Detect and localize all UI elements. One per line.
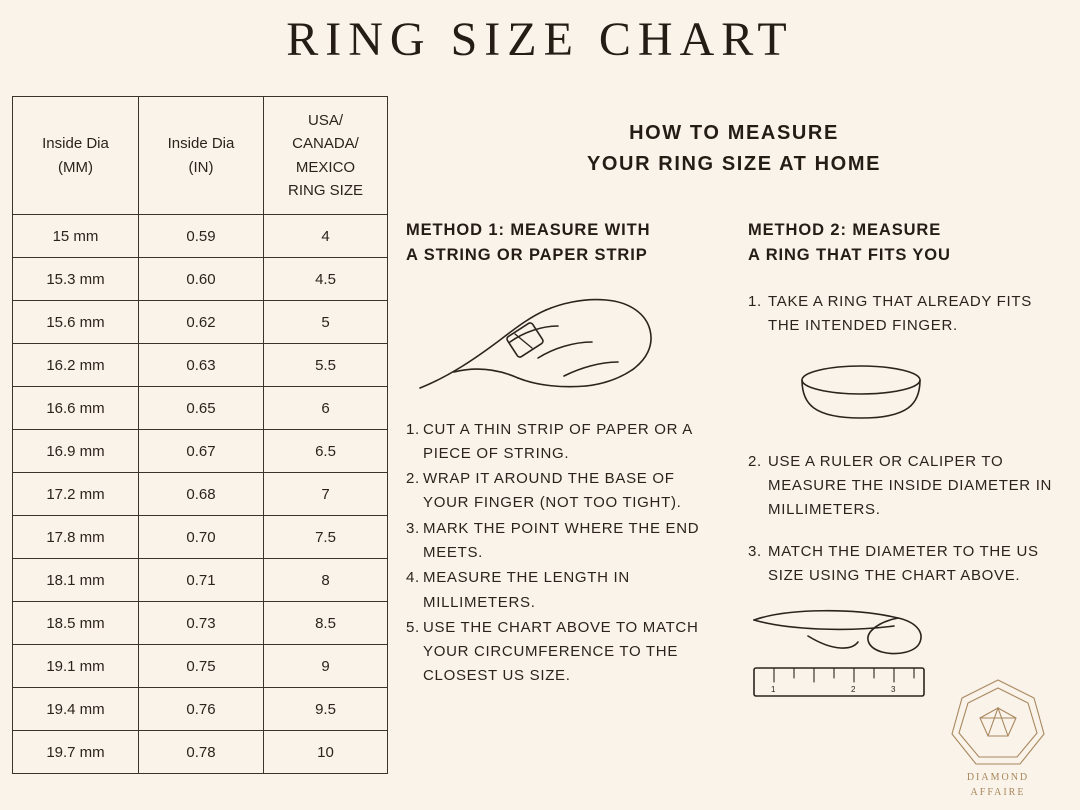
cell-mm: 16.2 mm bbox=[13, 344, 139, 387]
step-number: 1. bbox=[748, 292, 762, 310]
header-line: MEXICO bbox=[295, 158, 356, 176]
cell-in: 0.65 bbox=[139, 387, 264, 430]
ring-band-illustration bbox=[786, 356, 936, 436]
header-line: CANADA/ bbox=[292, 135, 359, 153]
step-text: USE THE CHART ABOVE TO MATCH YOUR CIRCUMFERENCE TO THE CLOSEST US SIZE. bbox=[423, 618, 699, 685]
cell-mm: 19.7 mm bbox=[13, 731, 139, 774]
cell-mm: 19.1 mm bbox=[13, 645, 139, 688]
cell-us: 6.5 bbox=[264, 430, 388, 473]
table-row bbox=[13, 688, 388, 731]
step-text: TAKE A RING THAT ALREADY FITS THE INTENDED FINGER. bbox=[768, 292, 1032, 334]
method-1-steps bbox=[406, 418, 718, 689]
table-row bbox=[13, 473, 388, 516]
list-item bbox=[406, 467, 718, 516]
cell-in: 0.63 bbox=[139, 344, 264, 387]
method-2-heading-line2: A RING THAT FITS YOU bbox=[748, 245, 951, 264]
cell-mm: 16.9 mm bbox=[13, 430, 139, 473]
step-text: CUT A THIN STRIP OF PAPER OR A PIECE OF STRING. bbox=[423, 420, 693, 462]
cell-us: 9 bbox=[264, 645, 388, 688]
step-number: 2. bbox=[748, 452, 762, 470]
cell-in: 0.75 bbox=[139, 645, 264, 688]
size-table-container bbox=[12, 96, 387, 774]
cell-in: 0.67 bbox=[139, 430, 264, 473]
table-row bbox=[13, 602, 388, 645]
cell-in: 0.60 bbox=[139, 258, 264, 301]
cell-in: 0.68 bbox=[139, 473, 264, 516]
table-row bbox=[13, 258, 388, 301]
diamond-logo-icon bbox=[934, 672, 1062, 782]
list-item bbox=[748, 540, 1058, 588]
cell-us: 4.5 bbox=[264, 258, 388, 301]
cell-us: 4 bbox=[264, 215, 388, 258]
step-number: 5. bbox=[406, 618, 420, 636]
cell-in: 0.71 bbox=[139, 559, 264, 602]
ruler-tick-label: 2 bbox=[851, 684, 856, 694]
step-text: USE A RULER OR CALIPER TO MEASURE THE INSIDE DIAMETER IN MILLIMETERS. bbox=[768, 452, 1053, 518]
table-header-cell bbox=[264, 97, 388, 215]
cell-in: 0.73 bbox=[139, 602, 264, 645]
header-line: Inside Dia bbox=[167, 135, 235, 153]
table-row bbox=[13, 645, 388, 688]
table-header-cell bbox=[13, 97, 139, 215]
table-row bbox=[13, 731, 388, 774]
brand-logo bbox=[934, 672, 1062, 800]
list-item bbox=[406, 418, 718, 467]
cell-us: 5.5 bbox=[264, 344, 388, 387]
step-text: MARK THE POINT WHERE THE END MEETS. bbox=[423, 519, 700, 561]
step-number: 2. bbox=[406, 470, 420, 488]
cell-mm: 16.6 mm bbox=[13, 387, 139, 430]
how-to-measure-heading bbox=[400, 118, 1068, 180]
cell-in: 0.70 bbox=[139, 516, 264, 559]
cell-us: 6 bbox=[264, 387, 388, 430]
method-1-column bbox=[400, 218, 718, 716]
cell-mm: 18.5 mm bbox=[13, 602, 139, 645]
header-line: USA/ bbox=[307, 112, 343, 129]
methods-row bbox=[400, 218, 1068, 716]
method-2-column bbox=[718, 218, 1058, 716]
cell-mm: 17.8 mm bbox=[13, 516, 139, 559]
cell-in: 0.62 bbox=[139, 301, 264, 344]
cell-us: 8 bbox=[264, 559, 388, 602]
method-1-heading-line1: METHOD 1: MEASURE WITH bbox=[406, 221, 651, 239]
cell-us: 8.5 bbox=[264, 602, 388, 645]
method-1-heading-line2: A STRING OR PAPER STRIP bbox=[406, 245, 648, 264]
step-number: 4. bbox=[406, 569, 420, 587]
cell-in: 0.59 bbox=[139, 215, 264, 258]
table-header-row bbox=[13, 97, 388, 215]
cell-us: 9.5 bbox=[264, 688, 388, 731]
table-row bbox=[13, 516, 388, 559]
header-line: RING SIZE bbox=[287, 181, 363, 199]
method-1-heading bbox=[406, 218, 718, 268]
header-line: (MM) bbox=[58, 158, 93, 176]
table-row bbox=[13, 559, 388, 602]
cell-us: 10 bbox=[264, 731, 388, 774]
cell-us: 7 bbox=[264, 473, 388, 516]
cell-mm: 15 mm bbox=[13, 215, 139, 258]
list-item bbox=[748, 450, 1058, 522]
how-to-measure-line2: YOUR RING SIZE AT HOME bbox=[586, 153, 882, 175]
method-2-heading bbox=[748, 218, 1058, 268]
table-row bbox=[13, 344, 388, 387]
cell-mm: 17.2 mm bbox=[13, 473, 139, 516]
step-text: MATCH THE DIAMETER TO THE US SIZE USING THE CHART ABOVE. bbox=[768, 542, 1039, 584]
step-text: MEASURE THE LENGTH IN MILLIMETERS. bbox=[423, 569, 630, 611]
table-row bbox=[13, 387, 388, 430]
ring-size-table bbox=[12, 96, 388, 774]
logo-line1: DIAMOND bbox=[966, 772, 1030, 783]
table-row bbox=[13, 215, 388, 258]
list-item bbox=[406, 517, 718, 566]
cell-mm: 15.3 mm bbox=[13, 258, 139, 301]
cell-mm: 18.1 mm bbox=[13, 559, 139, 602]
list-item bbox=[748, 290, 1058, 338]
cell-in: 0.78 bbox=[139, 731, 264, 774]
step-number: 3. bbox=[406, 519, 420, 537]
header-line: (IN) bbox=[188, 158, 214, 176]
header-line: Inside Dia bbox=[42, 135, 109, 153]
cell-us: 7.5 bbox=[264, 516, 388, 559]
list-item bbox=[406, 616, 718, 689]
table-header-cell bbox=[139, 97, 264, 215]
cell-in: 0.76 bbox=[139, 688, 264, 731]
ruler-tick-label: 1 bbox=[771, 684, 776, 694]
logo-line2: AFFAIRE bbox=[970, 786, 1026, 798]
cell-mm: 19.4 mm bbox=[13, 688, 139, 731]
how-to-measure-line1: HOW TO MEASURE bbox=[629, 122, 839, 144]
table-row bbox=[13, 301, 388, 344]
table-row bbox=[13, 430, 388, 473]
method-2-heading-line1: METHOD 2: MEASURE bbox=[748, 221, 942, 239]
step-number: 3. bbox=[748, 542, 762, 560]
page-title: RING SIZE CHART bbox=[286, 13, 794, 66]
step-number: 1. bbox=[406, 420, 420, 438]
ruler-tick-label: 3 bbox=[891, 684, 896, 694]
step-text: WRAP IT AROUND THE BASE OF YOUR FINGER (NOT TOO TIGHT). bbox=[423, 470, 682, 512]
cell-us: 5 bbox=[264, 301, 388, 344]
cell-mm: 15.6 mm bbox=[13, 301, 139, 344]
hand-with-ring-illustration bbox=[414, 284, 694, 404]
list-item bbox=[406, 566, 718, 615]
